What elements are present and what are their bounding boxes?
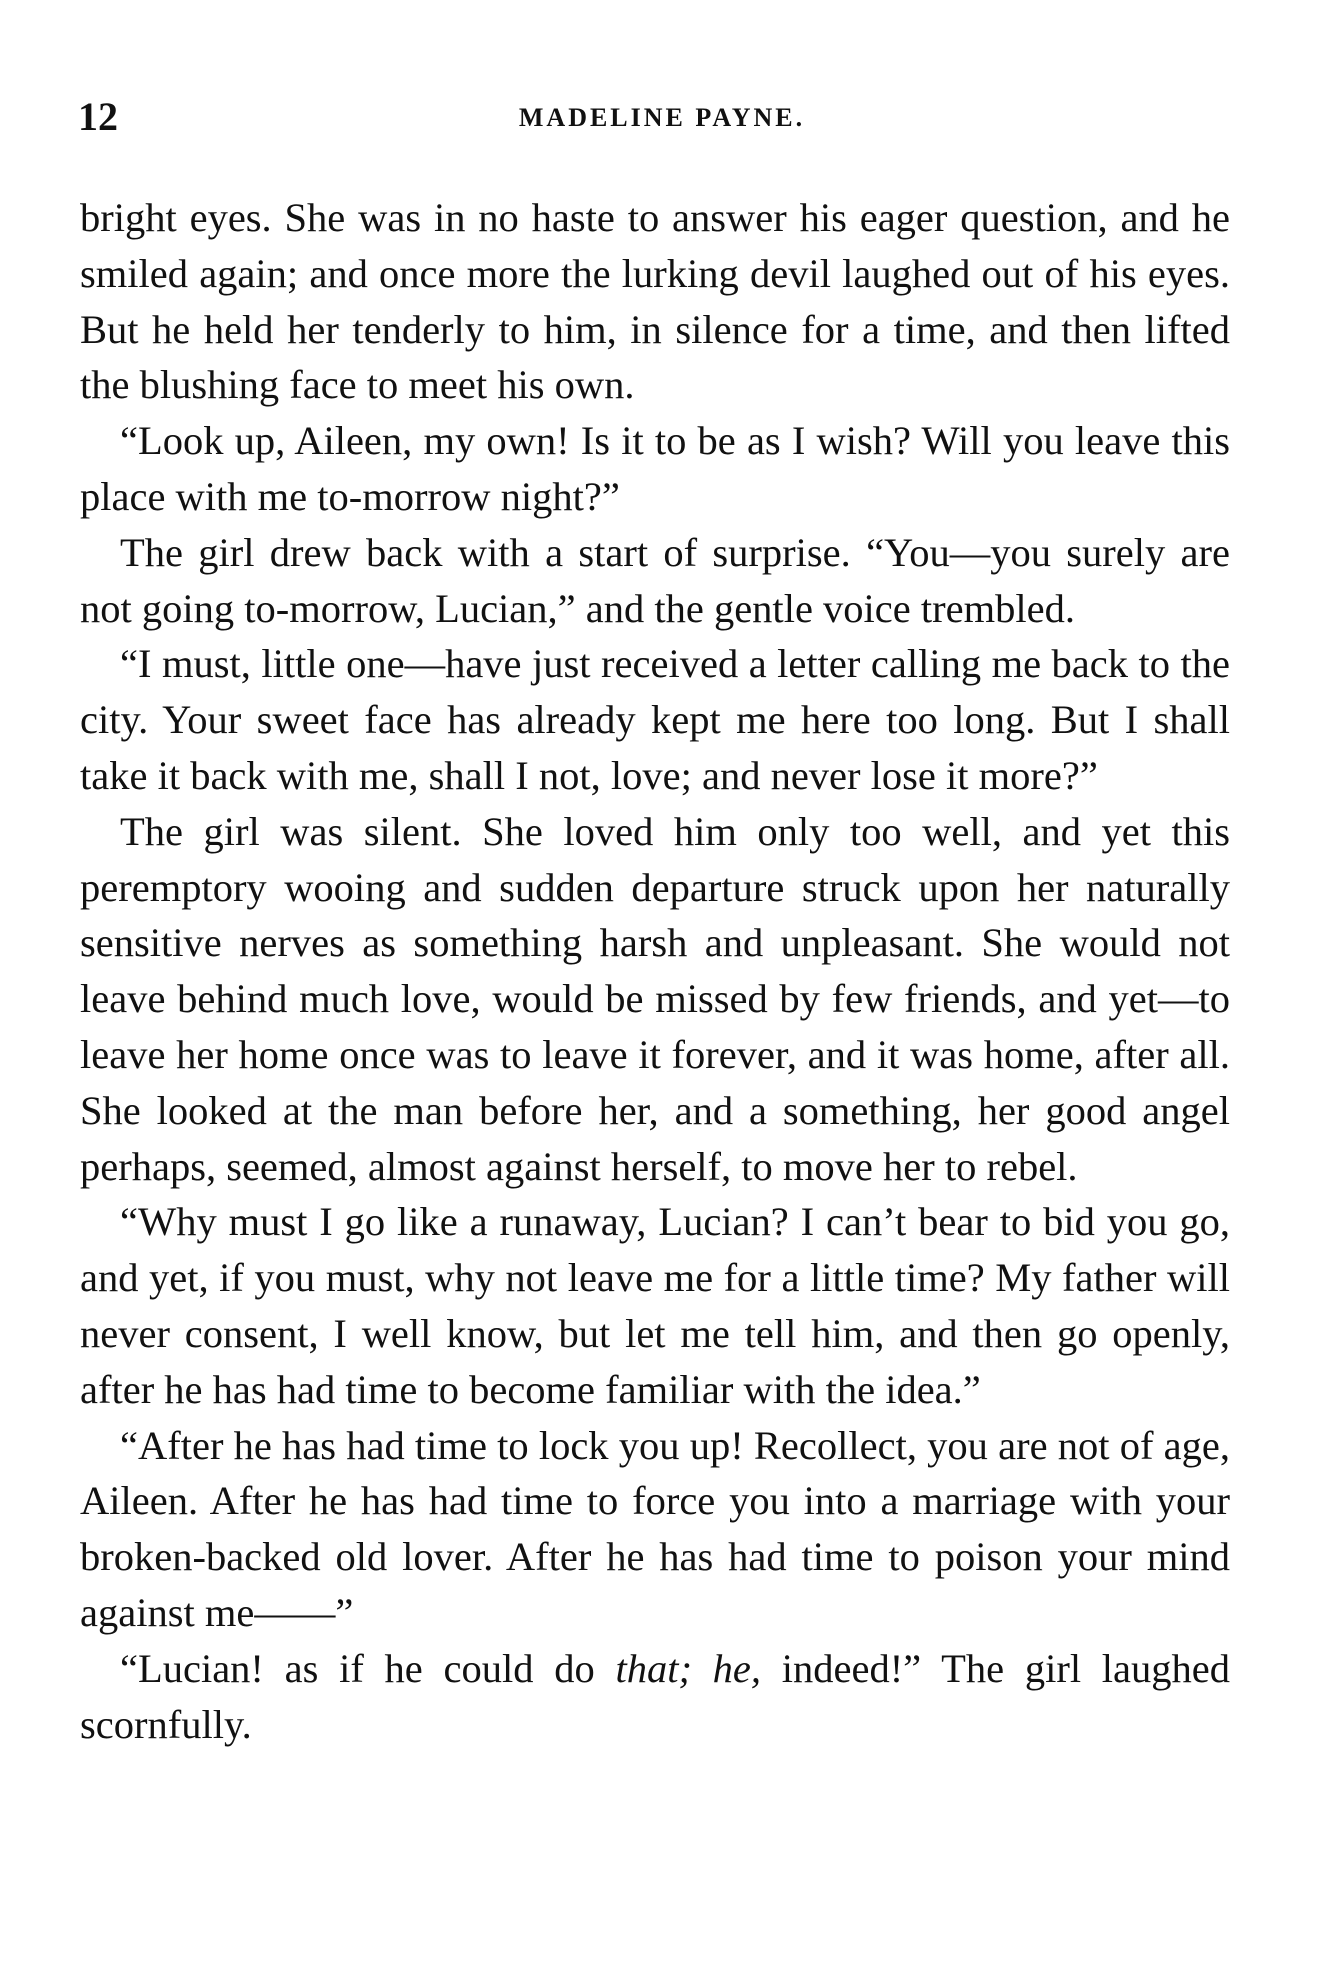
paragraph-8: [80, 1641, 1230, 1753]
paragraph-8-text-start: “Lucian! as if he could do: [120, 1645, 616, 1691]
paragraph-8-italic-text: that; he,: [615, 1645, 762, 1691]
paragraph-2: “Look up, Aileen, my own! Is it to be as I wish? Will you leave this place with me to-morrow night?”: [80, 418, 1230, 519]
running-head: MADELINE PAYNE.: [518, 103, 806, 132]
page-number: 12: [78, 94, 118, 139]
paragraph-8-text-end: indeed!” The girl laughed scornfully.: [80, 1645, 1231, 1747]
paragraph-4: “I must, little one—have just received a letter calling me back to the city. Your sweet face has already kept me here too long. But I shall take it back with me, shall I not, love; and never lose it more?”: [80, 641, 1230, 798]
paragraph-1: bright eyes. She was in no haste to answer his eager question, and he smiled again; and once more the lurking devil laughed out of his eyes. But he held her tenderly to him, in silence for a time, and then lifted the blushing face to meet his own.: [80, 195, 1230, 408]
page-header: [78, 92, 1228, 142]
paragraph-5: The girl was silent. She loved him only too well, and yet this peremptory wooing and sudden departure struck upon her naturally sensitive nerves as something harsh and unpleasant. She would not leave behind much love, would be missed by few friends, and yet—to leave her home once was to leave it forever, and it was home, after all. She looked at the man before her, and a something, her good angel perhaps, seemed, almost against herself, to move her to rebel.: [80, 808, 1230, 1189]
paragraph-3: The girl drew back with a start of surprise. “You—you surely are not going to-morrow, Lucian,” and the gentle voice trembled.: [80, 529, 1230, 631]
paragraph-6: “Why must I go like a runaway, Lucian? I can’t bear to bid you go, and yet, if you must, why not leave me for a little time? My father will never consent, I well know, but let me tell him, and then go openly, after he has had time to become familiar with the idea.”: [80, 1199, 1230, 1412]
paragraph-7: “After he has had time to lock you up! Recollect, you are not of age, Aileen. After he has had time to force you into a marriage with your broken-backed old lover. After he has had time to poison your mind against me——”: [80, 1422, 1230, 1635]
body-text: [80, 190, 1230, 1752]
